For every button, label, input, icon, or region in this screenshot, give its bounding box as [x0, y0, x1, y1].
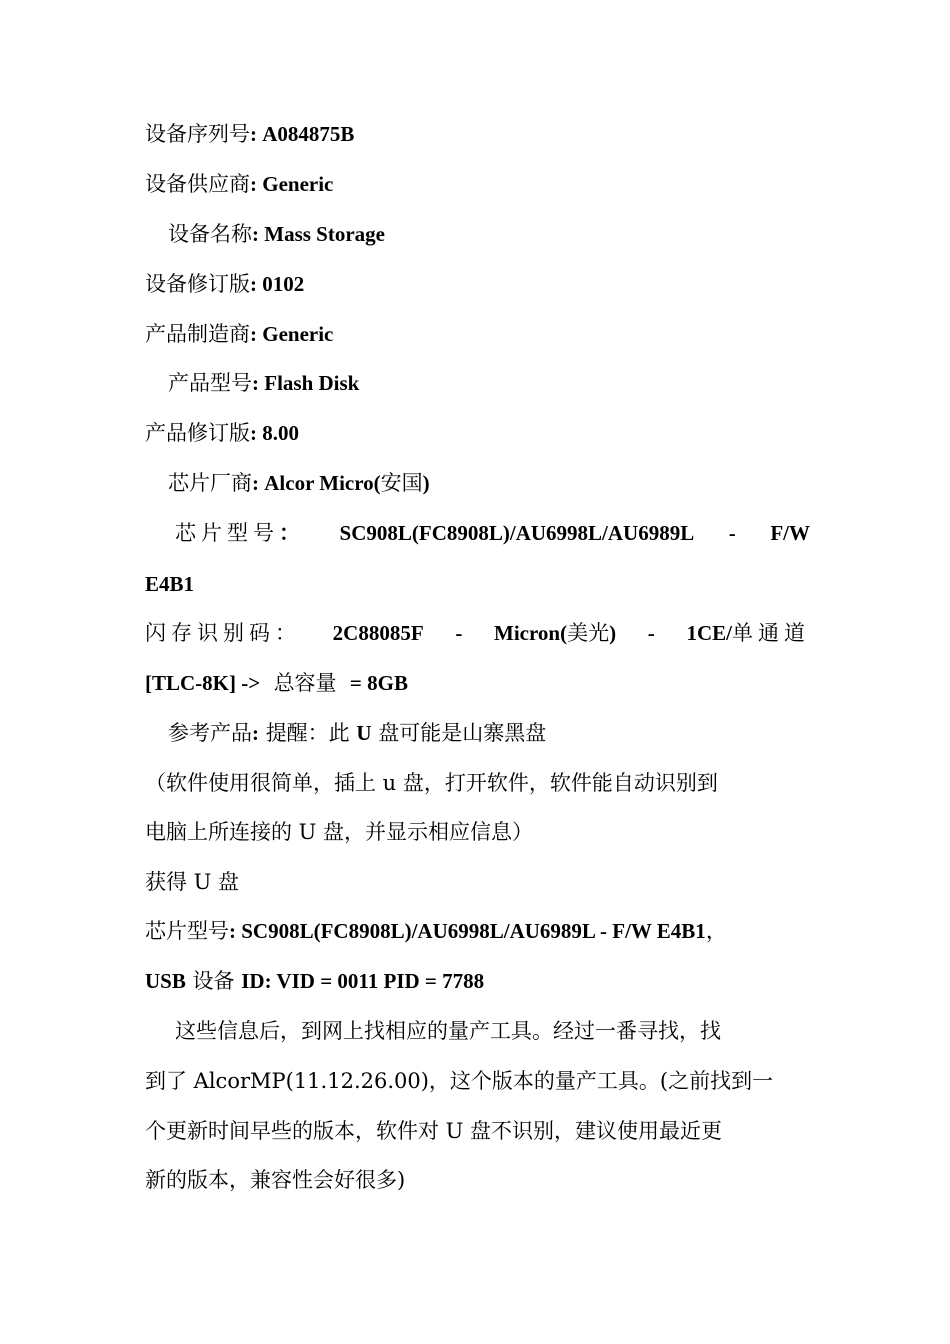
value: : Flash Disk — [252, 371, 360, 395]
capacity-line — [145, 670, 810, 696]
text: （软件使用很简单，插上 u 盘，打开软件，软件能自动识别到 — [145, 771, 718, 795]
colon: : — [252, 721, 259, 745]
value: : Generic — [250, 322, 334, 346]
paren-text: 安国 — [380, 471, 423, 495]
text: 个更新时间早些的版本，软件对 U 盘不识别，建议使用最近更 — [145, 1119, 723, 1143]
value-2: ID: VID = 0011 PID = 7788 — [241, 969, 485, 993]
text: 到了 AlcorMP(11.12.26.00)，这个版本的量产工具。(之前找到一 — [145, 1069, 774, 1093]
comma: ， — [705, 919, 727, 943]
device-vendor-line — [145, 171, 810, 197]
label: 设备序列号 — [145, 122, 250, 146]
paragraph-line — [145, 1167, 810, 1193]
dash-1: - — [455, 621, 463, 645]
close-paren: ) — [422, 471, 430, 495]
label: 设备修订版 — [145, 272, 250, 296]
label: 产品型号 — [168, 371, 252, 395]
text: 这些信息后，到网上找相应的量产工具。经过一番寻找，找 — [175, 1019, 721, 1043]
text: 新的版本，兼容性会好很多) — [145, 1168, 406, 1192]
flash-id: 2C88085F — [332, 621, 424, 645]
product-revision-line — [145, 420, 810, 446]
label: 产品制造商 — [145, 322, 250, 346]
value-2: F/W — [770, 521, 810, 545]
label: 产品修订版 — [145, 421, 250, 445]
paragraph-line — [145, 869, 810, 895]
value-2: = 8GB — [349, 671, 408, 695]
label: 设备名称 — [168, 222, 252, 246]
value: : Alcor Micro( — [252, 471, 381, 495]
value: : 0102 — [250, 272, 305, 296]
paragraph-line — [145, 770, 810, 796]
label: 芯片型号： — [175, 521, 305, 545]
reminder-text: 提醒：此 — [265, 721, 350, 745]
value: : A084875B — [250, 122, 355, 146]
value-1: SC908L(FC8908L)/AU6998L/AU6989L — [339, 521, 695, 545]
value: : Mass Storage — [252, 222, 385, 246]
u-letter: U — [356, 721, 372, 745]
device-revision-line — [145, 271, 810, 297]
value-1: USB — [145, 969, 186, 993]
device-label: 设备 — [192, 969, 235, 993]
channel: 1CE/单通道 — [686, 621, 810, 645]
paragraph-line — [145, 1068, 810, 1094]
manufacturer: Micron(美光) — [494, 621, 617, 645]
dash-2: - — [647, 621, 655, 645]
dash: - — [728, 521, 736, 545]
value: : SC908L(FC8908L)/AU6998L/AU6989L - F/W E4B1 — [229, 919, 706, 943]
label: 闪存识别码： — [145, 621, 301, 645]
paragraph-line — [145, 1118, 810, 1144]
device-serial-line — [145, 121, 810, 147]
chip-model-cont-line — [145, 571, 810, 597]
reminder-text-2: 盘可能是山寨黑盘 — [378, 721, 547, 745]
text: 电脑上所连接的 U 盘，并显示相应信息） — [145, 820, 534, 844]
product-manufacturer-line — [145, 321, 810, 347]
total-capacity-label: 总容量 — [273, 671, 337, 695]
paragraph-line — [145, 819, 810, 845]
product-model-line — [168, 370, 810, 396]
reference-product-line — [168, 720, 810, 746]
chip-vendor-line — [168, 470, 810, 496]
flash-id-line — [145, 620, 810, 646]
label: 参考产品 — [168, 721, 252, 745]
value: : 8.00 — [250, 421, 299, 445]
paragraph-line — [175, 1018, 810, 1044]
device-name-line — [168, 221, 810, 247]
label: 芯片型号 — [145, 919, 229, 943]
label: 设备供应商 — [145, 172, 250, 196]
value-1: [TLC-8K] -> — [145, 671, 261, 695]
chip-model-summary-line — [145, 918, 810, 944]
value: E4B1 — [145, 572, 195, 596]
text: 获得 U 盘 — [145, 870, 240, 894]
value: : Generic — [250, 172, 334, 196]
chip-model-line — [175, 520, 810, 546]
usb-id-line — [145, 968, 810, 994]
label: 芯片厂商 — [168, 471, 252, 495]
